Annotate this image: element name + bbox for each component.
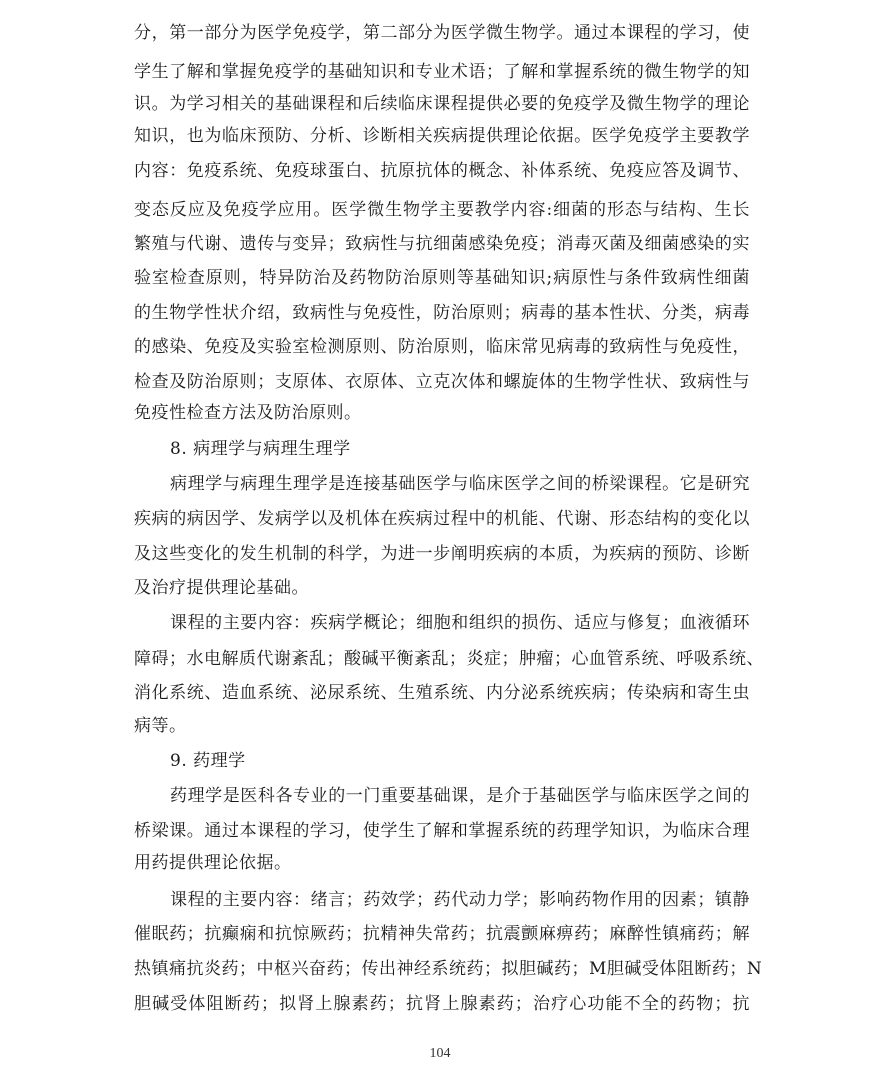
- section-heading-pathology: 8. 病理学与病理生理学: [170, 439, 351, 459]
- text-line: 障碍；水电解质代谢紊乱；酸碱平衡紊乱；炎症；肿瘤；心血管系统、呼吸系统、: [134, 649, 764, 669]
- text-line: 胆碱受体阻断药；拟肾上腺素药；抗肾上腺素药；治疗心功能不全的药物；抗: [134, 994, 750, 1014]
- text-line: 的生物学性状介绍，致病性与免疫性，防治原则；病毒的基本性状、分类，病毒: [134, 303, 750, 323]
- text-line: 的感染、免疫及实验室检测原则、防治原则，临床常见病毒的致病性与免疫性，: [134, 337, 750, 357]
- text-line: 及治疗提供理论基础。: [134, 578, 309, 598]
- text-line: 验室检查原则，特异防治及药物防治原则等基础知识;病原性与条件致病性细菌: [134, 268, 750, 288]
- text-line: 热镇痛抗炎药；中枢兴奋药；传出神经系统药；拟胆碱药；M胆碱受体阻断药；N: [134, 959, 763, 979]
- text-line: 知识，也为临床预防、分析、诊断相关疾病提供理论依据。医学免疫学主要教学: [134, 126, 750, 146]
- text-line: 变态反应及免疫学应用。医学微生物学主要教学内容:细菌的形态与结构、生长: [134, 200, 750, 220]
- text-line: 免疫性检查方法及防治原则。: [134, 403, 362, 423]
- text-line: 学生了解和掌握免疫学的基础知识和专业术语；了解和掌握系统的微生物学的知: [134, 62, 750, 82]
- text-line: 药理学是医科各专业的一门重要基础课，是介于基础医学与临床医学之间的: [170, 786, 750, 806]
- text-line: 病理学与病理生理学是连接基础医学与临床医学之间的桥梁课程。它是研究: [170, 474, 750, 494]
- text-line: 疾病的病因学、发病学以及机体在疾病过程中的机能、代谢、形态结构的变化以: [134, 509, 750, 529]
- section-heading-pharmacology: 9. 药理学: [170, 751, 246, 771]
- text-line: 检查及防治原则；支原体、衣原体、立克次体和螺旋体的生物学性状、致病性与: [134, 372, 750, 392]
- text-line: 课程的主要内容：绪言；药效学；药代动力学；影响药物作用的因素；镇静: [170, 890, 750, 910]
- text-line: 及这些变化的发生机制的科学，为进一步阐明疾病的本质，为疾病的预防、诊断: [134, 544, 750, 564]
- text-line: 内容：免疫系统、免疫球蛋白、抗原抗体的概念、补体系统、免疫应答及调节、: [134, 161, 750, 181]
- text-line: 病等。: [134, 716, 187, 736]
- text-line: 课程的主要内容：疾病学概论；细胞和组织的损伤、适应与修复；血液循环: [170, 613, 750, 633]
- page-number: 104: [429, 1046, 451, 1061]
- text-line: 繁殖与代谢、遗传与变异；致病性与抗细菌感染免疫；消毒灭菌及细菌感染的实: [134, 234, 750, 254]
- text-line: 分，第一部分为医学免疫学，第二部分为医学微生物学。通过本课程的学习，使: [134, 23, 750, 43]
- text-line: 桥梁课。通过本课程的学习，使学生了解和掌握系统的药理学知识，为临床合理: [134, 821, 750, 841]
- text-line: 用药提供理论依据。: [134, 853, 292, 873]
- text-line: 识。为学习相关的基础课程和后续临床课程提供必要的免疫学及微生物学的理论: [134, 94, 750, 114]
- text-line: 催眠药；抗癫痫和抗惊厥药；抗精神失常药；抗震颤麻痹药；麻醉性镇痛药；解: [134, 924, 750, 944]
- text-line: 消化系统、造血系统、泌尿系统、生殖系统、内分泌系统疾病；传染病和寄生虫: [134, 683, 750, 703]
